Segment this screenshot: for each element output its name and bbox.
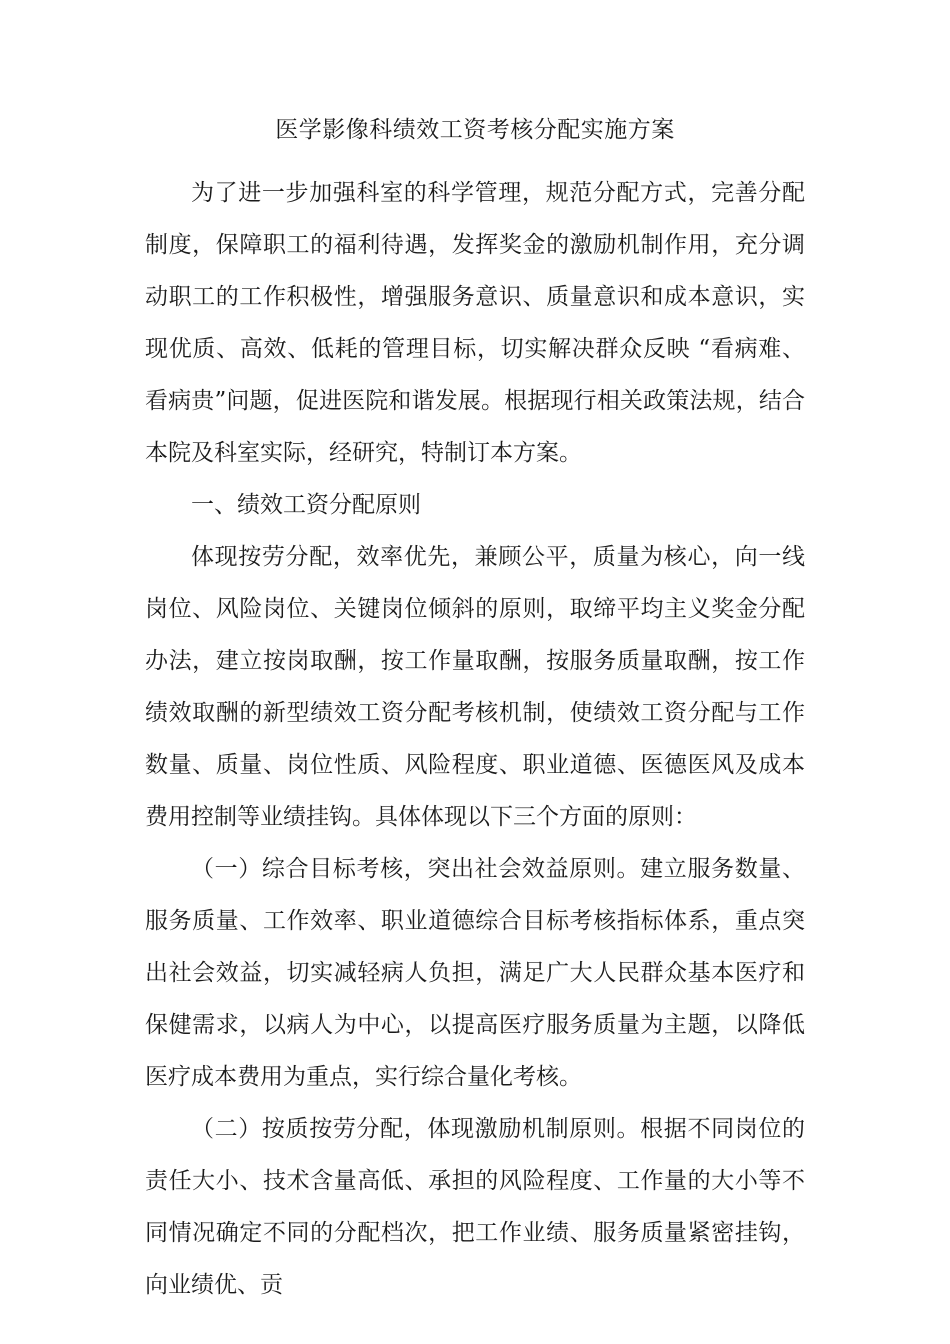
document-body [145, 167, 805, 1311]
paragraph-principle-1: （一）综合目标考核，突出社会效益原则。建立服务数量、服务质量、工作效率、职业道德综合目标考核指标体系，重点突出社会效益，切实减轻病人负担，满足广大人民群众基本医疗和保健需求，以病人为中心，以提高医疗服务质量为主题，以降低医疗成本费用为重点，实行综合量化考核。 [145, 856, 805, 1090]
paragraph-principle-2: （二）按质按劳分配，体现激励机制原则。根据不同岗位的责任大小、技术含量高低、承担的风险程度、工作量的大小等不同情况确定不同的分配档次，把工作业绩、服务质量紧密挂钩，向业绩优、贡 [145, 1116, 805, 1298]
paragraph-principles: 体现按劳分配，效率优先，兼顾公平，质量为核心，向一线岗位、风险岗位、关键岗位倾斜的原则，取缔平均主义奖金分配办法，建立按岗取酬，按工作量取酬，按服务质量取酬，按工作绩效取酬的新型绩效工资分配考核机制，使绩效工资分配与工作数量、质量、岗位性质、风险程度、职业道德、医德医风及成本费用控制等业绩挂钩。具体体现以下三个方面的原则： [145, 544, 805, 830]
document-title: 医学影像科绩效工资考核分配实施方案 [275, 117, 675, 143]
paragraph-intro: 为了进一步加强科室的科学管理，规范分配方式，完善分配制度，保障职工的福利待遇，发挥奖金的激励机制作用，充分调动职工的工作积极性，增强服务意识、质量意识和成本意识，实现优质、高效、低耗的管理目标，切实解决群众反映 “看病难、看病贵”问题，促进医院和谐发展。根据现行相关政策法规，结合本院及科室实际，经研究，特制订本方案。 [145, 180, 805, 466]
section-heading-principles: 一、绩效工资分配原则 [191, 492, 421, 518]
